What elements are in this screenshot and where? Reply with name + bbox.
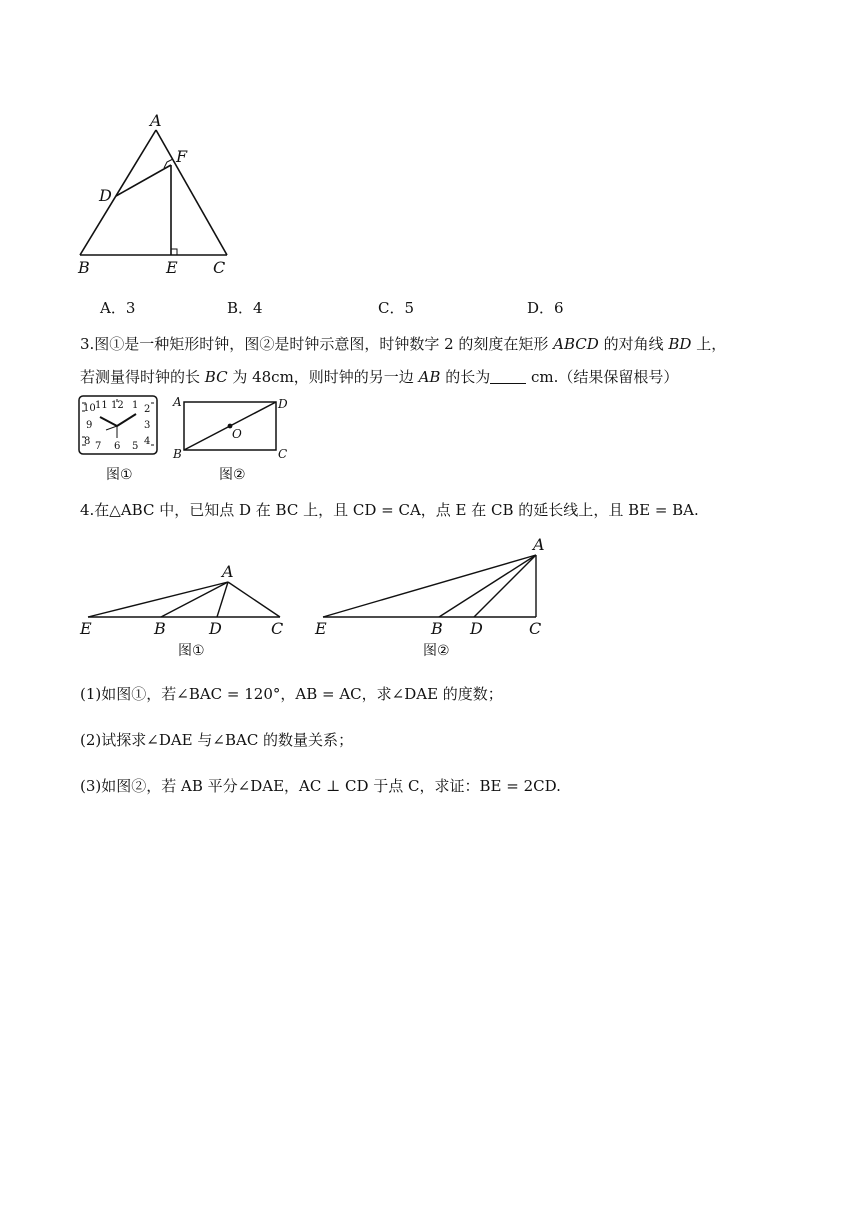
answer-blank bbox=[490, 369, 526, 384]
q3-text-2c: 为 48cm，则时钟的另一边 bbox=[227, 368, 419, 386]
q2-label-b: B bbox=[78, 258, 90, 277]
clock-num-11: 11 bbox=[95, 400, 108, 411]
q4-fig2-label-d: D bbox=[470, 619, 483, 638]
clock-num-4: 4 bbox=[144, 436, 151, 447]
q4-figure-1 bbox=[74, 560, 294, 642]
q4-fig1-label-d: D bbox=[209, 619, 222, 638]
q2-triangle-svg bbox=[70, 108, 245, 278]
q3-line2 bbox=[80, 366, 678, 387]
q4-fig2-label-c: C bbox=[529, 619, 542, 638]
rect-label-b: B bbox=[173, 447, 182, 461]
q4-figure-2 bbox=[310, 533, 550, 643]
clock-num-9: 9 bbox=[86, 420, 93, 431]
clock-num-3: 3 bbox=[144, 420, 151, 431]
choice-c: C．5 bbox=[378, 299, 415, 317]
q3-text-2a: 若测量得时钟的长 bbox=[80, 368, 205, 386]
q3-text-1b: ABCD bbox=[553, 335, 599, 353]
q4-part-3: (3)如图②，若 AB 平分∠DAE，AC ⊥ CD 于点 C，求证：BE = 2CD. bbox=[80, 777, 561, 795]
q4-fig2-svg bbox=[310, 533, 550, 643]
q3-text-2e: 的长为 bbox=[440, 368, 491, 386]
q3-caption-1: 图① bbox=[106, 467, 133, 483]
q4-fig1-label-b: B bbox=[154, 619, 166, 638]
clock-num-5: 5 bbox=[132, 441, 139, 452]
clock-num-10: 10 bbox=[83, 403, 96, 414]
choice-a: A．3 bbox=[100, 299, 136, 317]
q3-text-2d: AB bbox=[418, 368, 441, 386]
choice-d: D．6 bbox=[527, 299, 564, 317]
q2-label-c: C bbox=[213, 258, 226, 277]
q3-rectangle-figure bbox=[170, 392, 295, 462]
clock-num-12: 12 bbox=[111, 400, 124, 411]
q3-text-2f: cm.（结果保留根号） bbox=[526, 368, 679, 386]
q2-label-d: D bbox=[99, 186, 112, 205]
q3-text-1a: 3.图①是一种矩形时钟，图②是时钟示意图，时钟数字 2 的刻度在矩形 bbox=[80, 335, 554, 353]
q4-fig1-svg bbox=[74, 560, 294, 642]
q4-caption-1: 图① bbox=[178, 643, 205, 659]
q4-part-1: (1)如图①，若∠BAC = 120°，AB = AC，求∠DAE 的度数； bbox=[80, 685, 503, 703]
q3-text-1c: 的对角线 bbox=[598, 335, 669, 353]
clock-num-1: 1 bbox=[132, 400, 139, 411]
q4-fig1-label-c: C bbox=[271, 619, 284, 638]
clock-num-6: 6 bbox=[114, 441, 121, 452]
rect-svg bbox=[170, 392, 295, 462]
rect-label-a: A bbox=[173, 395, 182, 409]
rect-label-d: D bbox=[278, 397, 288, 411]
q2-label-f: F bbox=[176, 147, 188, 166]
rect-label-o: O bbox=[232, 427, 242, 441]
rect-label-c: C bbox=[278, 447, 288, 461]
q4-fig2-label-e: E bbox=[315, 619, 327, 638]
q2-label-e: E bbox=[166, 258, 178, 277]
clock-svg bbox=[76, 393, 160, 457]
q3-caption-2: 图② bbox=[219, 467, 246, 483]
q4-fig2-label-a: A bbox=[533, 535, 545, 554]
q4-fig1-label-e: E bbox=[80, 619, 92, 638]
q2-label-a: A bbox=[150, 111, 162, 130]
q3-text-2b: BC bbox=[204, 368, 228, 386]
q4-stem: 4.在△ABC 中，已知点 D 在 BC 上，且 CD = CA，点 E 在 CB 的延长线上，且 BE = BA. bbox=[80, 501, 699, 519]
q4-part-2: (2)试探求∠DAE 与∠BAC 的数量关系； bbox=[80, 731, 354, 749]
q4-caption-2: 图② bbox=[423, 643, 450, 659]
q3-text-1e: 上， bbox=[691, 335, 727, 353]
q3-clock-figure bbox=[76, 393, 160, 457]
clock-num-7: 7 bbox=[95, 441, 102, 452]
q3-text-1d: BD bbox=[668, 335, 692, 353]
q2-figure bbox=[70, 108, 245, 278]
clock-num-8: 8 bbox=[84, 436, 91, 447]
choice-b: B．4 bbox=[227, 299, 263, 317]
q4-fig2-label-b: B bbox=[431, 619, 443, 638]
q4-fig1-label-a: A bbox=[222, 562, 234, 581]
q3-line1 bbox=[80, 333, 726, 354]
q2-choices bbox=[100, 297, 620, 317]
clock-num-2: 2 bbox=[144, 404, 151, 415]
